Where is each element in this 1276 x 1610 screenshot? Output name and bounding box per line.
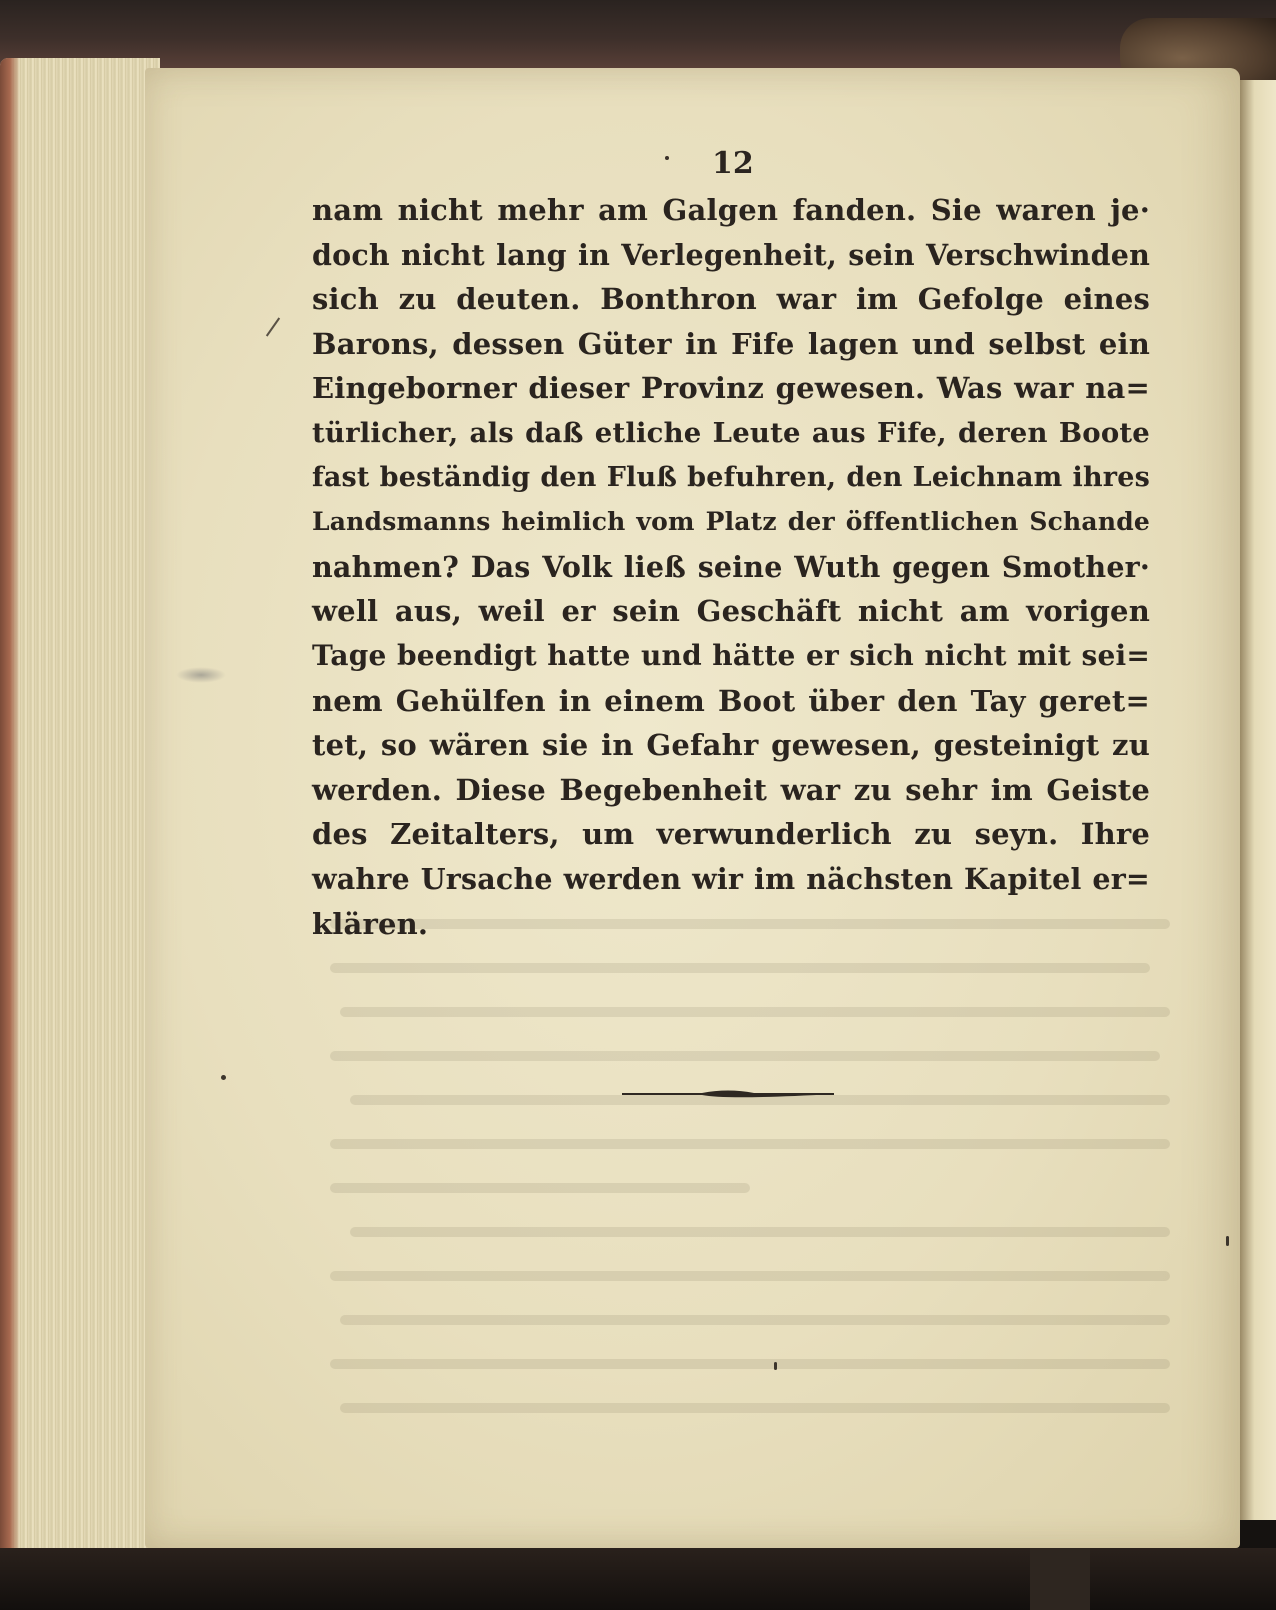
- text-line: tet, so wären sie in Gefahr gewesen, gesteinigt zu: [312, 728, 1150, 763]
- text-line: Landsmanns heimlich vom Platz der öffentlichen Schande: [312, 507, 1150, 537]
- text-line: Tage beendigt hatte und hätte er sich nicht mit sei=: [312, 638, 1150, 672]
- show-through: [310, 905, 1170, 1457]
- text-line: Barons, dessen Güter in Fife lagen und selbst ein: [312, 326, 1150, 361]
- text-line: türlicher, als daß etliche Leute aus Fife, deren Boote: [312, 416, 1150, 449]
- margin-smudge: [176, 667, 226, 683]
- decorative-rule: [622, 1086, 834, 1102]
- ink-dot: [665, 156, 669, 160]
- text-line: nam nicht mehr am Galgen fanden. Sie waren je·: [312, 193, 1150, 227]
- text-line: Eingeborner dieser Provinz gewesen. Was war na=: [312, 371, 1150, 406]
- ink-speck: [1226, 1236, 1229, 1246]
- ink-speck: [221, 1075, 226, 1080]
- text-line: doch nicht lang in Verlegenheit, sein Verschwinden: [312, 237, 1150, 272]
- text-line: wahre Ursache werden wir im nächsten Kapitel er=: [312, 861, 1150, 896]
- page-text: [312, 188, 1150, 946]
- ink-speck: [774, 1362, 777, 1370]
- text-line: des Zeitalters, um verwunderlich zu seyn. Ihre: [312, 817, 1150, 852]
- text-line: fast beständig den Fluß befuhren, den Leichnam ihres: [312, 461, 1150, 493]
- text-line: nahmen? Das Volk ließ seine Wuth gegen Smother·: [312, 549, 1150, 584]
- book-cover-top: [0, 0, 1276, 70]
- text-line: sich zu deuten. Bonthron war im Gefolge eines: [312, 282, 1150, 317]
- page-number: 12: [712, 146, 754, 181]
- page-edges-shadow: [0, 58, 20, 1558]
- text-line-last: klären.: [312, 906, 429, 941]
- text-line: nem Gehülfen in einem Boot über den Tay geret=: [312, 683, 1150, 718]
- page-edges-left: [0, 58, 160, 1558]
- facing-page-edge: [1240, 80, 1276, 1520]
- text-line: werden. Diese Begebenheit war zu sehr im Geiste: [312, 772, 1150, 807]
- text-line: well aus, weil er sein Geschäft nicht am vorigen: [312, 594, 1150, 629]
